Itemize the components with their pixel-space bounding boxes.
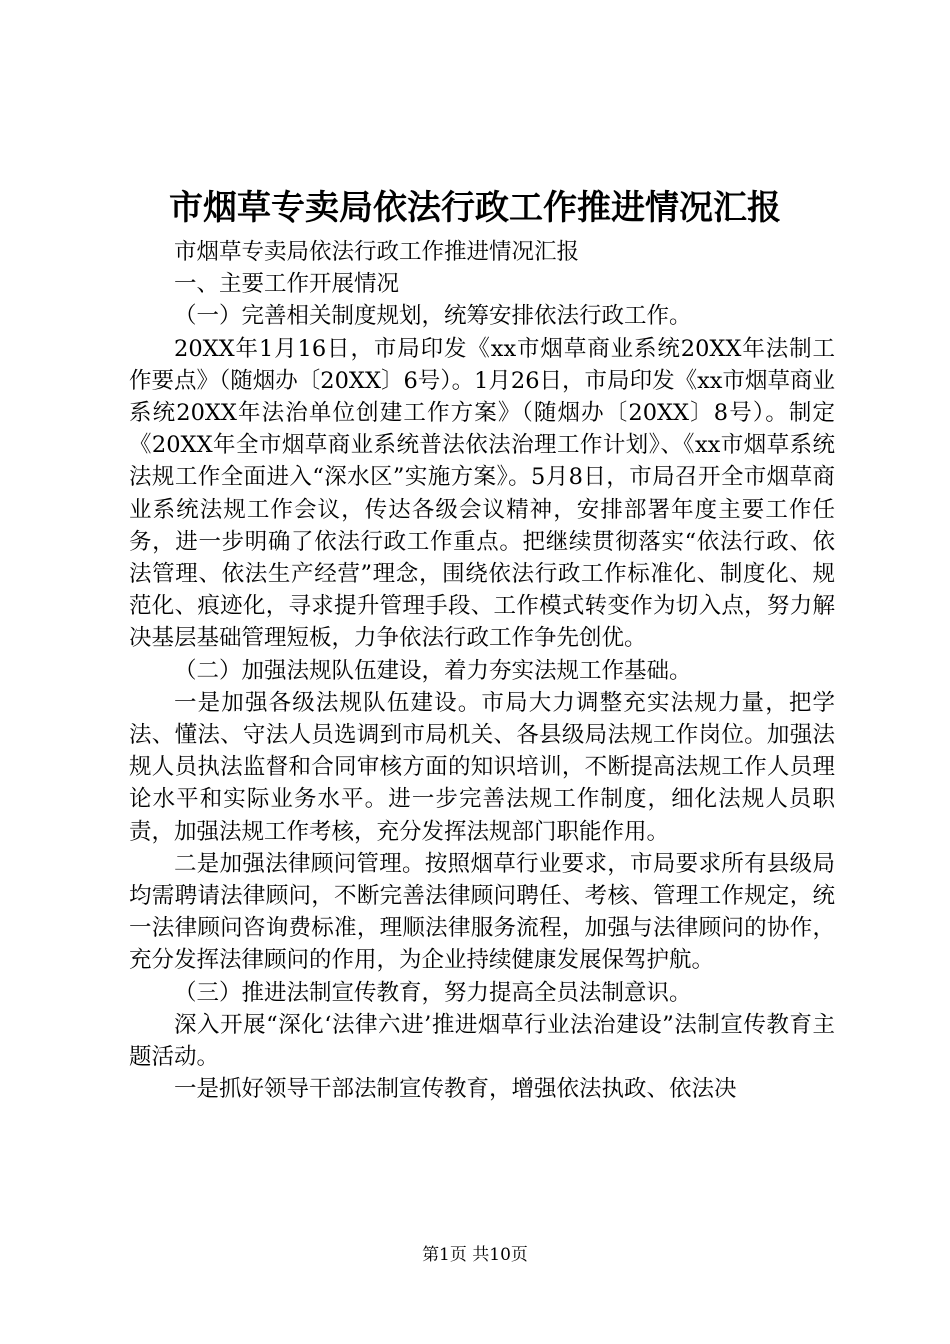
document-title: 市烟草专卖局依法行政工作推进情况汇报 [169, 188, 781, 228]
paragraph-section-heading: 一、主要工作开展情况 [174, 271, 400, 298]
paragraph-body: 20XX年1月16日，市局印发《xx市烟草商业系统20XX年法制工作要点》（随烟办〔20XX〕6号）。1月26日，市局印发《xx市烟草商业系统20XX年法治单位创建工作方案》（随烟办〔20XX〕8号）。制定《20XX年全市烟草商业系统普法依法治理工作计划》、《xx市烟草系统法规工作全面进入“深水区”实施方案》。5月8日，市局召开全市烟草商业系统法规工作会议，传达各级会议精神，安排部署年度主要工作任务，进一步明确了依法行政工作重点。把继续贯彻落实“依法行政、依法管理、依法生产经营”理念，围绕依法行政工作标准化、制度化、规范化、痕迹化，寻求提升管理手段、工作模式转变作为切入点，努力解决基层基础管理短板，力争依法行政工作争先创优。 [129, 335, 835, 652]
paragraph-subsection-1: （一）完善相关制度规划，统筹安排依法行政工作。 [174, 303, 692, 330]
page-number-footer: 第1页 共10页 [422, 1245, 528, 1265]
paragraph-body: 一是加强各级法规队伍建设。市局大力调整充实法规力量，把学法、懂法、守法人员选调到市局机关、各县级局法规工作岗位。加强法规人员执法监督和合同审核方面的知识培训，不断提高法规工作人员理论水平和实际业务水平。进一步完善法规工作制度，细化法规人员职责，加强法规工作考核，充分发挥法规部门职能作用。 [129, 689, 835, 845]
paragraph-subsection-2: （二）加强法规队伍建设，着力夯实法规工作基础。 [174, 657, 692, 684]
paragraph-subtitle: 市烟草专卖局依法行政工作推进情况汇报 [174, 239, 580, 265]
paragraph-subsection-3: （三）推进法制宣传教育，努力提高全员法制意识。 [174, 979, 692, 1006]
paragraph-body: 一是抓好领导干部法制宣传教育，增强依法执政、依法决 [174, 1076, 737, 1103]
paragraph-body: 二是加强法律顾问管理。按照烟草行业要求，市局要求所有县级局均需聘请法律顾问，不断完善法律顾问聘任、考核、管理工作规定，统一法律顾问咨询费标准，理顺法律服务流程，加强与法律顾问的协作，充分发挥法律顾问的作用，为企业持续健康发展保驾护航。 [129, 850, 835, 974]
paragraph-body: 深入开展“深化‘法律六进’推进烟草行业法治建设”法制宣传教育主题活动。 [129, 1011, 835, 1071]
document-body [129, 236, 835, 1105]
